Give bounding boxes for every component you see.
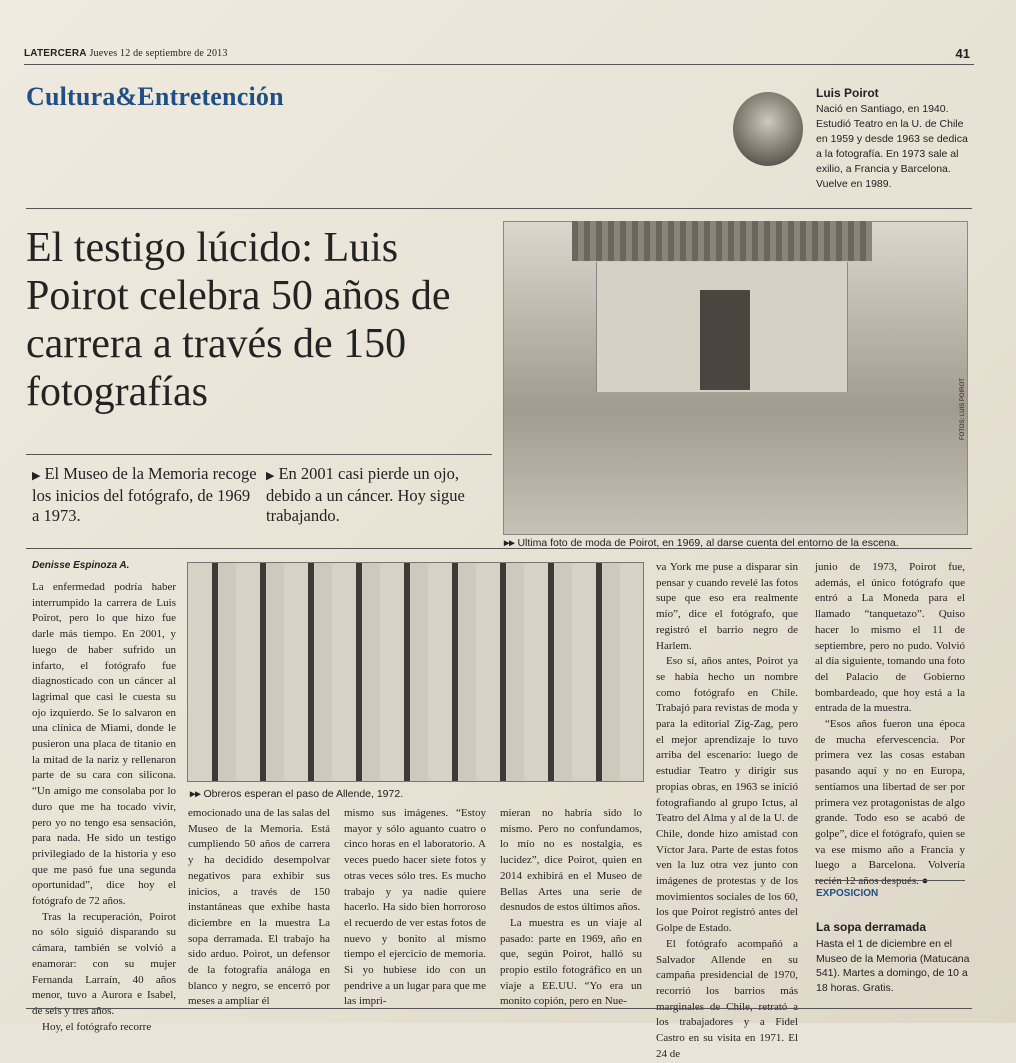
expo-text: Hasta el 1 de diciembre en el Museo de la Memoria (Matucana 541). Martes a domingo, de 10 a 18 horas. Gratis. — [816, 938, 970, 994]
page-number: 41 — [955, 46, 970, 61]
deck-2: ▶ En 2001 casi pierde un ojo, debido a un cáncer. Hoy sigue trabajando. — [266, 464, 465, 525]
photo-door — [700, 290, 750, 390]
bottom-rule — [26, 1008, 972, 1009]
photo-caption-1: ▸▸ Ultima foto de moda de Poirot, en 1969, al darse cuenta del entorno de la escena. — [504, 537, 899, 549]
photo-caption-2: ▸▸ Obreros esperan el paso de Allende, 1972. — [190, 788, 404, 800]
expo-label: EXPOSICION — [816, 888, 879, 899]
bio-text: Nació en Santiago, en 1940. Estudió Teatro en la U. de Chile en 1959 y desde 1963 se dedica a la fotografía. En 1973 sale al exilio, a Francia y Barcelona. Vuelve en 1989. — [816, 103, 968, 190]
photo-workers — [187, 562, 644, 782]
byline: Denisse Espinoza A. — [32, 560, 130, 571]
body-column-3: mismo sus imágenes. “Estoy mayor y sólo aguanto cuatro o cinco horas en el laboratorio. A veces puedo hacer siete fotos y otras veces sólo tres. Es mucho trabajo y ya nadie quiere hacerlo. Ha sido bien horroroso el recuerdo de ver estas fotos de nuevo y bonito al mismo tiempo el ejercicio de memoria. Si yo hubiese ido con un pendrive a un lugar para que me las impri- — [344, 807, 486, 1008]
photo-roof — [572, 221, 872, 261]
bio-portrait — [733, 92, 803, 166]
headline: El testigo lúcido: Luis Poirot celebra 50 años de carrera a través de 150 fotografías — [26, 225, 451, 415]
header-rule — [24, 64, 974, 65]
body-column-2: emocionado una de las salas del Museo de la Memoria. Está cumpliendo 50 años de carrera y ha decidido desempolvar negativos para exhibir sus inicios, a través de 150 instantáneas que exhibe hasta diciembre en la muestra La sopa derramada. El trabajo ha sido arduo. Poirot, un defensor de la fotografía análoga en blanco y negro, se encerró por meses a ampliar él — [188, 807, 330, 1008]
top-rule — [26, 208, 972, 209]
photo-credit: FOTOS: LUIS POIROT — [960, 378, 966, 440]
end-mark: ● — [921, 875, 929, 888]
body-column-5: mieran no habría sido lo mismo. Pero no confundamos, lo mío no es nostalgia, es lucidez”, dice Poirot, quien en 2014 exhibirá en el Museo de Bellas Artes una serie de desnudos de estos últimos años. La muestra es un viaje al pasado: parte en 1969, año en que, según Poirot, halló su propio estilo fotográfico en un viaje a EE.UU. “Yo era un monito copión, pero en Nue- — [500, 807, 642, 1008]
body-column-6: junio de 1973, Poirot fue, además, el único fotógrafo que entró a La Moneda para el llamado “tanquetazo”. Quiso hacer lo mismo el 11 de septiembre, pero no pudo. Volvió al día siguiente, tomando una foto del Palacio de Gobierno bombardeado, que hoy está a la entrada de la muestra. “Esos años fueron una época de mucha efervescencia. Por primera vez las cosas estaban pasando aquí y no en Europa, sentíamos una libertad de ser por primera vez protagonistas de algo grande. Todo eso se acabó de golpe”, dice el fotógrafo, quien se va ese mismo año a Francia y luego a Barcelona. Volvería recién 12 años después. ● — [815, 561, 965, 888]
body-rule — [26, 548, 972, 549]
bio-name: Luis Poirot — [816, 86, 879, 100]
body-column-4: va York me puse a disparar sin pensar y cuando revelé las fotos supe que eso era realmente mío”, dice el fotógrafo, que registró el barrio negro de Harlem. Eso sí, años antes, Poirot ya se había hecho un nombre como fotógrafo en Chile. Trabajó para revistas de moda y para la editorial Zig-Zag, pero el mejor aprendizaje lo tuvo arriba del escenario: luego de estudiar Teatro y dirigir sus propias obras, en 1963 se inició fotografiando al grupo Ictus, al Teatro del Alma y al de la U. de Chile, donde hizo amistad con Víctor Jara. Parte de estas fotos ven la luz otra vez junto con imágenes de protestas y de los movimientos sociales de los 60, los que Poirot registró antes del Golpe de Estado. El fotógrafo acompañó a Salvador Allende en su campaña presidencial de 1970, recorrió los barrios más marginales de Chile, retrató a los trabajadores y a Fidel Castro en su visita en 1971. El 24 de — [656, 561, 798, 1060]
expo-rule — [815, 880, 965, 881]
section-title: Cultura&Entretención — [26, 82, 284, 111]
header-date: Jueves 12 de septiembre de 2013 — [89, 48, 228, 59]
deck-rule — [26, 454, 492, 455]
body-column-1: La enfermedad podría haber interrumpido la carrera de Luis Poirot, pero lo que hizo fue darle más tiempo. En 2001, y luego de haber sufrido un infarto, el fotógrafo fue diagnosticado con un cáncer al lagrimal que casi le cuesta su ojo izquierdo. Se lo salvaron en una clínica de Miami, donde le pusieron una placa de titanio en la mitad de la nariz y rellenaron parte de su cara con silicona. “Un amigo me consolaba por lo duro que me ha tocado vivir, pero yo no tengo esa sensación, para nada. He sido un testigo privilegiado de la historia y eso que me pasó fue una segunda oportunidad”, dice hoy el fotógrafo de 72 años. Tras la recuperación, Poirot no sólo siguió disparando su cámara, también se volvió a enamorar: con su mujer Fernanda Larraín, 40 años menor, tuvo a Aurora e Isabel, de seis y tres años. Hoy, el fotógrafo recorre — [32, 581, 176, 1033]
deck-1: ▶ El Museo de la Memoria recoge los inicios del fotógrafo, de 1969 a 1973. — [32, 464, 257, 525]
brand: LATERCERA — [24, 48, 87, 59]
expo-title: La sopa derramada — [816, 920, 927, 934]
page-header — [24, 48, 228, 59]
